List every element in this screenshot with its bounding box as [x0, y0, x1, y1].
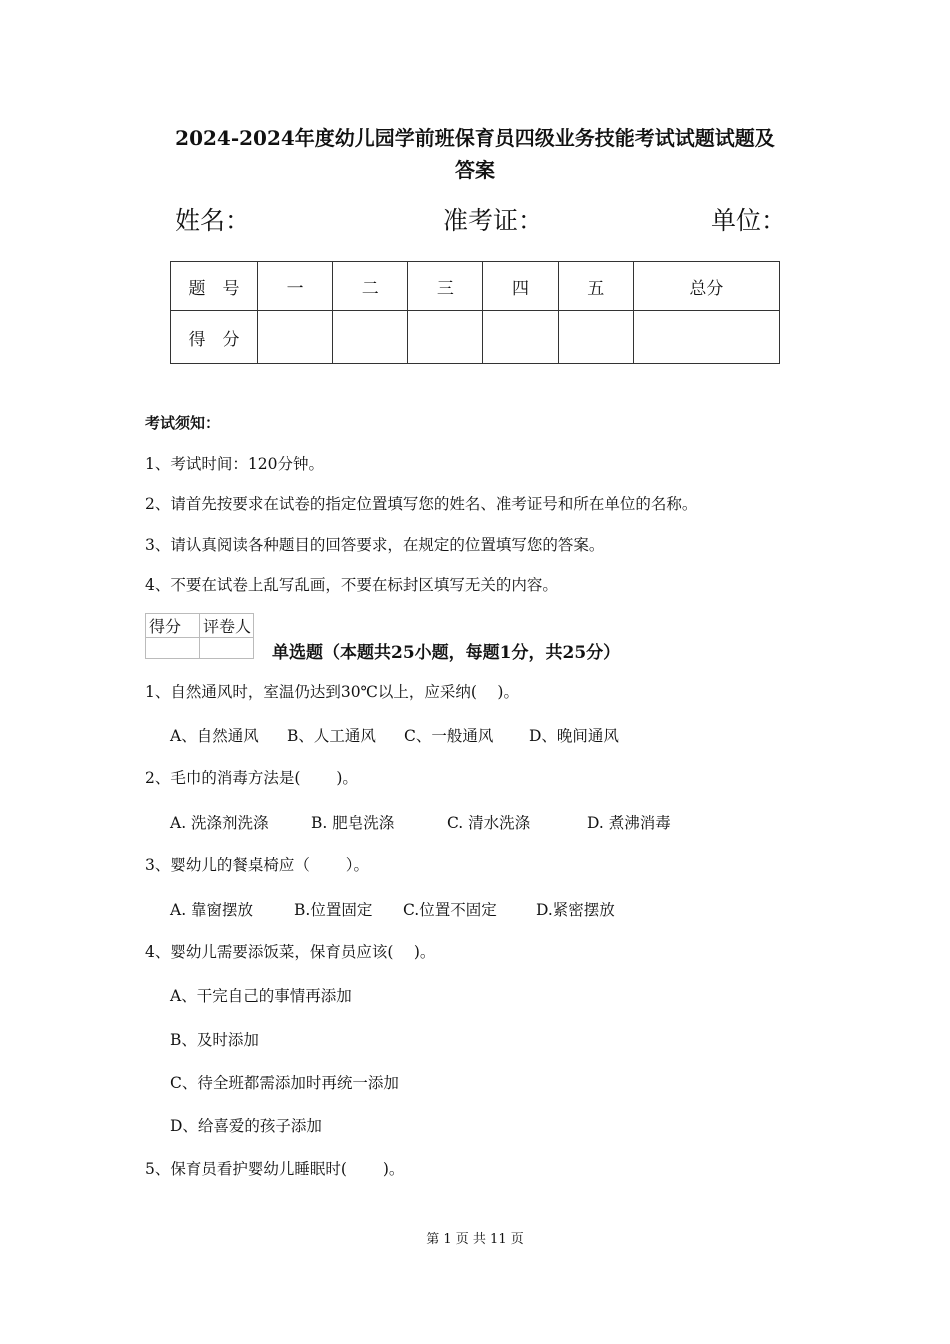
score-table-score-row [171, 311, 780, 364]
option-4d: D、给喜爱的孩子添加 [170, 1117, 322, 1135]
score-entry-cell[interactable] [558, 311, 633, 364]
option-2c: C. 清水洗涤 [447, 814, 531, 832]
score-table-cell: 二 [333, 262, 408, 311]
score-table-cell: 五 [558, 262, 633, 311]
option-3b: B.位置固定 [294, 901, 373, 919]
option-1b: B、人工通风 [287, 727, 376, 745]
notice-item: 1、考试时间：120分钟。 [145, 455, 324, 473]
score-table-cell: 题 号 [171, 262, 258, 311]
option-2d: D. 煮沸消毒 [587, 814, 671, 832]
score-table-header-row [171, 262, 780, 311]
candidate-fields [0, 201, 950, 241]
score-table-cell: 三 [408, 262, 483, 311]
option-3a: A. 靠窗摆放 [170, 901, 254, 919]
grader-score-cell[interactable] [146, 638, 200, 659]
option-2b: B. 肥皂洗涤 [311, 814, 395, 832]
score-entry-cell[interactable] [333, 311, 408, 364]
notice-item: 4、不要在试卷上乱写乱画，不要在标封区填写无关的内容。 [145, 576, 558, 594]
option-2a: A. 洗涤剂洗涤 [170, 814, 269, 832]
grader-score-label: 得分 [146, 614, 200, 638]
score-table-cell: 总分 [633, 262, 779, 311]
question-4: 4、婴幼儿需要添饭菜，保育员应该( )。 [145, 943, 436, 961]
score-table-cell: 得 分 [171, 311, 258, 364]
score-entry-cell[interactable] [408, 311, 483, 364]
name-label: 姓名： [175, 206, 251, 235]
question-3: 3、婴幼儿的餐桌椅应（ ）。 [145, 856, 370, 874]
option-1d: D、晚间通风 [529, 727, 619, 745]
option-1c: C、一般通风 [404, 727, 494, 745]
exam-number-label: 准考证： [443, 206, 544, 235]
option-3c: C.位置不固定 [403, 901, 497, 919]
score-table-cell: 四 [483, 262, 558, 311]
grader-name-cell[interactable] [200, 638, 254, 659]
option-4c: C、待全班都需添加时再统一添加 [170, 1074, 399, 1092]
score-table-cell: 一 [258, 262, 333, 311]
document-title-line1: 2024-2024年度幼儿园学前班保育员四级业务技能考试试题试题及 [175, 126, 775, 150]
page-footer: 第 1 页 共 11 页 [426, 1232, 524, 1247]
notice-heading: 考试须知： [145, 414, 221, 432]
option-3d: D.紧密摆放 [536, 901, 615, 919]
option-4b: B、及时添加 [170, 1031, 259, 1049]
section-title: 单选题（本题共25小题，每题1分，共25分） [272, 643, 621, 663]
score-entry-cell[interactable] [258, 311, 333, 364]
score-entry-cell[interactable] [633, 311, 779, 364]
question-2: 2、毛巾的消毒方法是( )。 [145, 769, 358, 787]
unit-label: 单位： [711, 206, 787, 235]
score-table [170, 261, 780, 364]
notice-item: 3、请认真阅读各种题目的回答要求，在规定的位置填写您的答案。 [145, 536, 605, 554]
notice-item: 2、请首先按要求在试卷的指定位置填写您的姓名、准考证号和所在单位的名称。 [145, 495, 698, 513]
score-entry-cell[interactable] [483, 311, 558, 364]
grader-box [145, 613, 254, 659]
question-1: 1、自然通风时，室温仍达到30℃以上，应采纳( )。 [145, 683, 519, 701]
grader-name-label: 评卷人 [200, 614, 254, 638]
option-1a: A、自然通风 [170, 727, 259, 745]
question-5: 5、保育员看护婴幼儿睡眠时( )。 [145, 1160, 405, 1178]
option-4a: A、干完自己的事情再添加 [170, 987, 352, 1005]
document-title-line2: 答案 [455, 158, 495, 182]
